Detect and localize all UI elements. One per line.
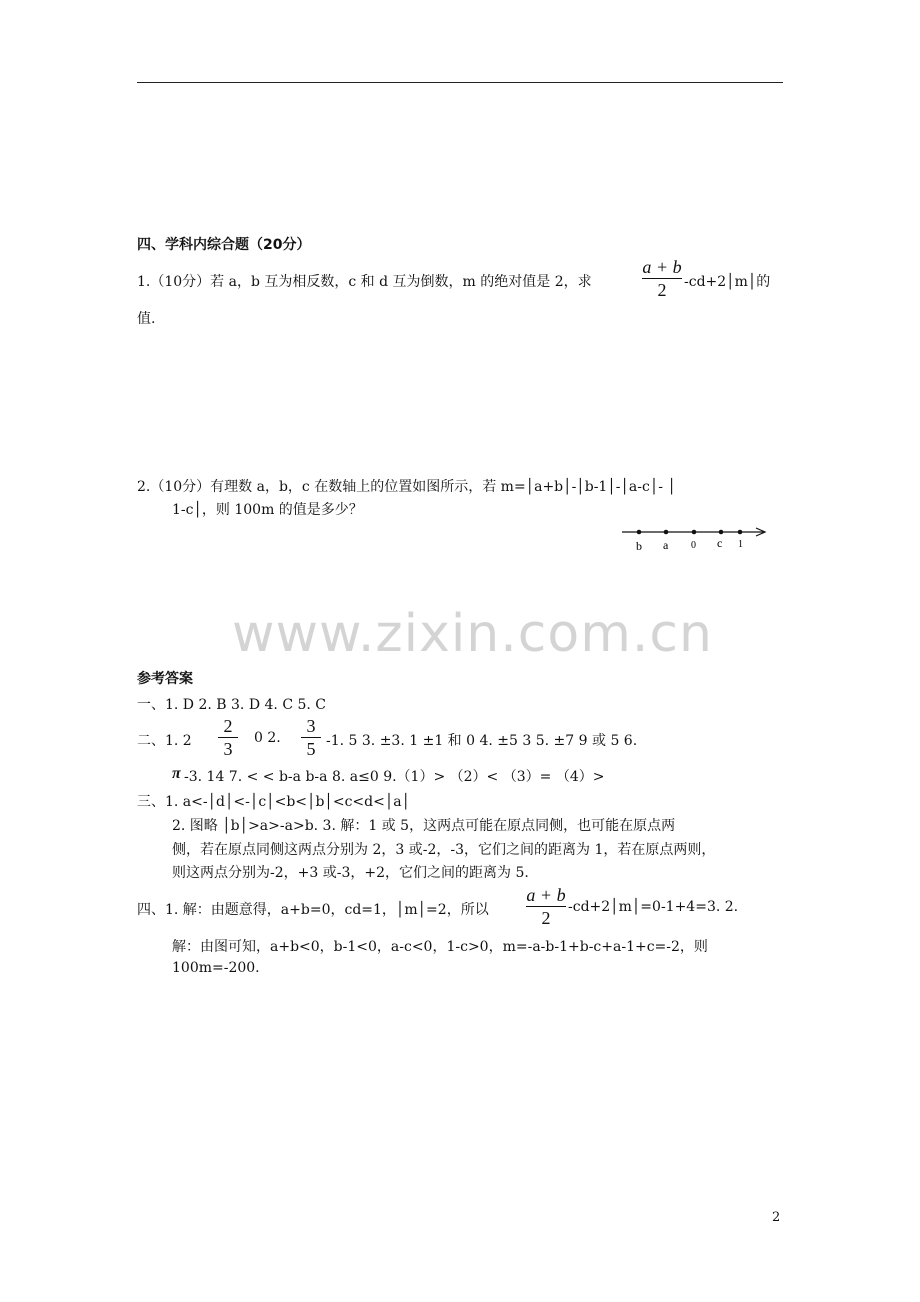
answer-line-5: 2. 图略 │b│>a>-a>b. 3. 解：1 或 5，这两点可能在原点同侧，也可能在原点两 (172, 818, 676, 834)
answer-line-8-rest: -cd+2│m│=0-1+4=3. 2. (568, 899, 739, 915)
question-1-text: 1.（10分）若 a，b 互为相反数，c 和 d 互为倒数，m 的绝对值是 2，求 (137, 274, 592, 290)
page-number: 2 (772, 1210, 781, 1225)
answer-fraction-3 (526, 885, 566, 928)
answer-line-9: 解：由图可知，a+b<0，b-1<0，a-c<0，1-c>0，m=-a-b-1+b-c+a-1+c=-2，则 (172, 939, 708, 955)
fraction-bar (301, 737, 321, 738)
label-0: 0 (691, 540, 696, 551)
answer-line-2-prefix: 二、1. 2 (137, 733, 192, 749)
label-a: a (663, 538, 669, 552)
point-0 (692, 530, 697, 535)
question-1-text-line2: 值. (137, 311, 156, 327)
label-c: c (717, 536, 723, 550)
fraction-numerator: a + b (526, 885, 566, 905)
fraction-denominator: 5 (306, 739, 316, 759)
answer-line-6: 侧，若在原点同侧这两点分别为 2，3 或-2，-3，它们之间的距离为 1，若在原点两则， (172, 842, 716, 858)
answer-line-7: 则这两点分别为-2，+3 或-3，+2，它们之间的距离为 5. (172, 865, 529, 881)
fraction-numerator: a + b (642, 257, 682, 277)
fraction-bar (526, 906, 566, 907)
watermark: www.zixin.com.cn (232, 604, 713, 664)
question-2-text: 2.（10分）有理数 a，b，c 在数轴上的位置如图所示，若 m=│a+b│-│b-1│-│a-c│- │ (137, 479, 676, 495)
answer-line-8-prefix: 四、1. 解：由题意得，a+b=0，cd=1，│m│=2，所以 (137, 902, 489, 918)
point-1 (738, 530, 743, 535)
answer-line-2-mid: 0 2. (254, 730, 281, 746)
answer-fraction-2 (301, 716, 321, 759)
label-1: 1 (738, 539, 743, 550)
question-2-text-line2: 1-c│，则 100m 的值是多少？ (172, 502, 363, 518)
number-line-figure (618, 520, 770, 554)
header-rule (137, 82, 783, 83)
fraction-denominator: 2 (657, 280, 667, 300)
fraction-denominator: 2 (541, 908, 551, 928)
answer-line-3: -3. 14 7. < < b-a b-a 8. a≤0 9.（1）> （2）< （3）= （4）> (184, 769, 605, 785)
question-1-fraction (642, 257, 682, 300)
point-a (664, 530, 669, 535)
fraction-bar (642, 278, 682, 279)
section-title: 四、学科内综合题（20分） (137, 237, 311, 253)
point-c (719, 530, 724, 535)
question-1-expression: -cd+2│m│的 (684, 274, 771, 290)
answer-fraction-1 (218, 716, 238, 759)
fraction-numerator: 2 (223, 716, 233, 736)
answer-line-2-rest: -1. 5 3. ±3. 1 ±1 和 0 4. ±5 3 5. ±7 9 或 5 6. (326, 733, 638, 749)
answers-title: 参考答案 (137, 671, 193, 687)
label-b: b (636, 539, 642, 553)
fraction-numerator: 3 (306, 716, 316, 736)
pi-symbol: π (172, 765, 181, 782)
point-b (637, 530, 642, 535)
fraction-bar (218, 737, 238, 738)
fraction-denominator: 3 (223, 739, 233, 759)
answer-line-1: 一、1. D 2. B 3. D 4. C 5. C (137, 697, 326, 713)
answer-line-10: 100m=-200. (172, 960, 260, 976)
answer-line-4: 三、1. a<-│d│<-│c│<b<│b│<c<d<│a│ (137, 794, 411, 810)
